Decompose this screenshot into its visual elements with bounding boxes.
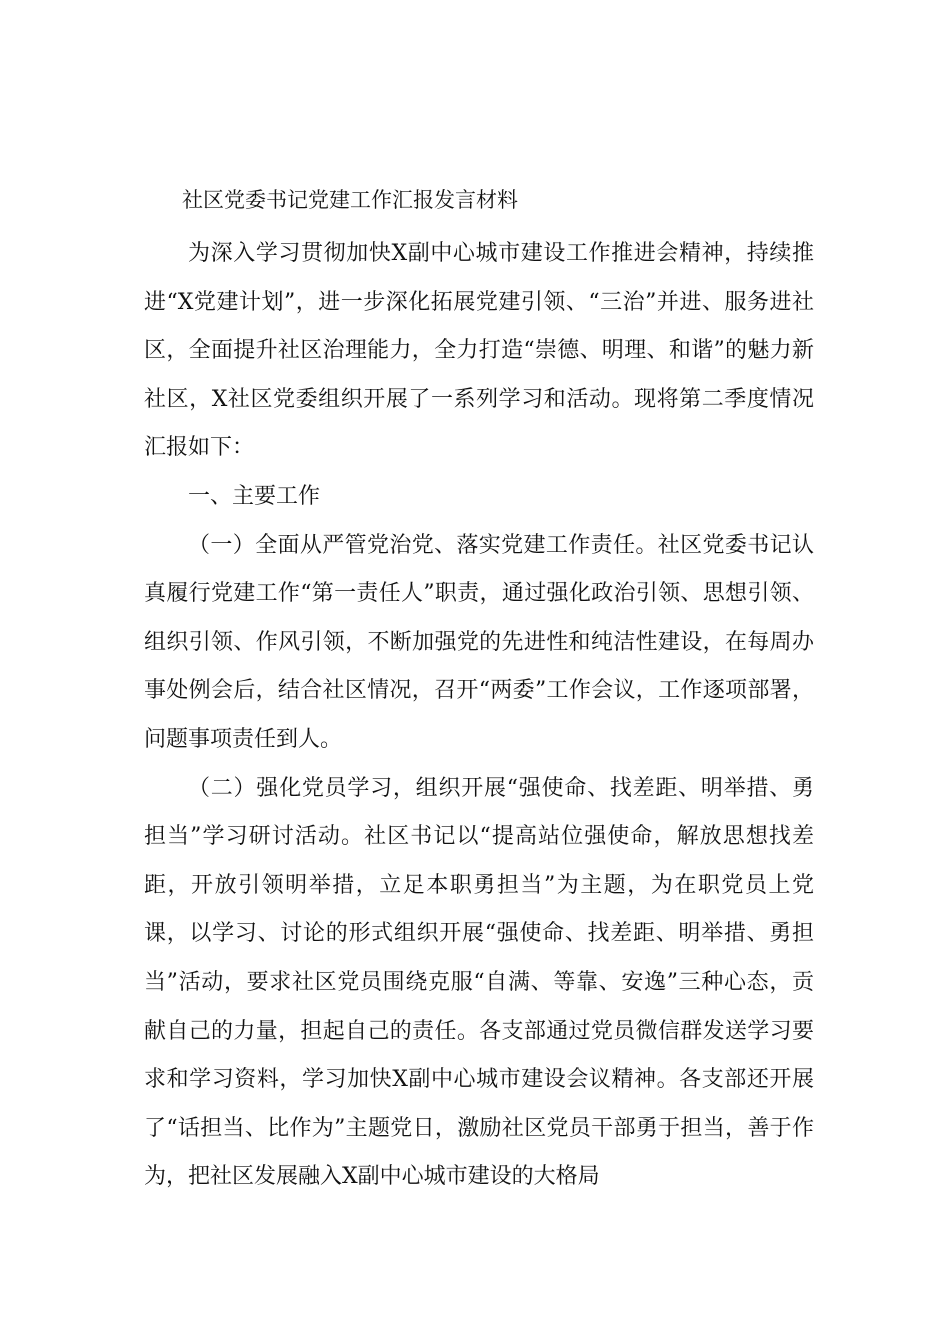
section-heading-main-work: 一、主要工作 bbox=[188, 483, 321, 509]
paragraph-item-1: （一）全面从严管党治党、落实党建工作责任。社区党委书记认真履行党建工作“第一责任人”职责，通过强化政治引领、思想引领、组织引领、作风引领，不断加强党的先进性和纯洁性建设，在每周办事处例会后，结合社区情况，召开“两委”工作会议，工作逐项部署，问题事项责任到人。 bbox=[144, 532, 814, 752]
document-title: 社区党委书记党建工作汇报发言材料 bbox=[182, 188, 518, 212]
document-body bbox=[144, 230, 814, 1202]
paragraph-item-2: （二）强化党员学习，组织开展“强使命、找差距、明举措、勇担当”学习研讨活动。社区书记以“提高站位强使命，解放思想找差距，开放引领明举措，立足本职勇担当”为主题，为在职党员上党课，以学习、讨论的形式组织开展“强使命、找差距、明举措、勇担当”活动，要求社区党员围绕克服“自满、等靠、安逸”三种心态，贡献自己的力量，担起自己的责任。各支部通过党员微信群发送学习要求和学习资料，学习加快X副中心城市建设会议精神。各支部还开展了“话担当、比作为”主题党日，激励社区党员干部勇于担当，善于作为，把社区发展融入X副中心城市建设的大格局 bbox=[144, 775, 814, 1190]
paragraph-intro: 为深入学习贯彻加快X副中心城市建设工作推进会精神，持续推进“X党建计划”，进一步深化拓展党建引领、“三治”并进、服务进社区，全面提升社区治理能力，全力打造“崇德、明理、和谐”的魅力新社区，X社区党委组织开展了一系列学习和活动。现将第二季度情况汇报如下： bbox=[144, 241, 814, 461]
